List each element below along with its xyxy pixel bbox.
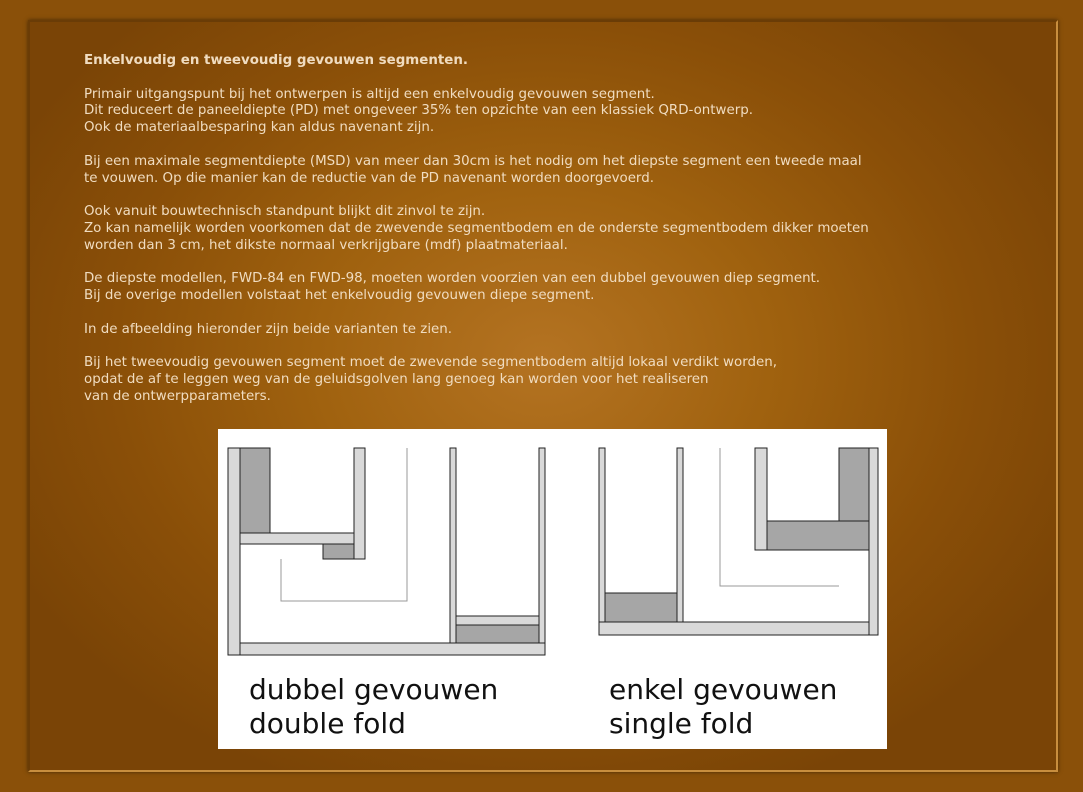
text-line: Bij de overige modellen volstaat het enkelvoudig gevouwen diepe segment. bbox=[84, 288, 595, 304]
text-line: De diepste modellen, FWD-84 en FWD-98, moeten worden voorzien van een dubbel gevouwen diep segment. bbox=[84, 271, 821, 287]
caption-english: double fold bbox=[249, 707, 406, 740]
outer-wall bbox=[539, 448, 545, 655]
divider-wall bbox=[677, 448, 683, 622]
segment-bottom-dark bbox=[605, 593, 677, 622]
paragraph bbox=[84, 322, 984, 339]
text-line: Dit reduceert de paneeldiepte (PD) met ongeveer 35% ten opzichte van een klassiek QRD-ontwerp. bbox=[84, 103, 753, 119]
paragraph bbox=[84, 271, 984, 305]
text-line: worden dan 3 cm, het dikste normaal verkrijgbare (mdf) plaatmateriaal. bbox=[84, 237, 568, 253]
outer-wall bbox=[869, 448, 878, 635]
local-thickening bbox=[323, 544, 354, 559]
base-plate bbox=[599, 622, 869, 635]
fold-path bbox=[720, 448, 839, 586]
double-fold-segment bbox=[228, 448, 545, 655]
divider-wall bbox=[755, 448, 767, 550]
text-line: Zo kan namelijk worden voorkomen dat de zwevende segmentbodem en de onderste segmentbodem dikker moeten bbox=[84, 220, 869, 236]
thickened-bottom bbox=[839, 448, 869, 521]
outer-wall bbox=[228, 448, 240, 655]
text-line: Bij het tweevoudig gevouwen segment moet de zwevende segmentbodem altijd lokaal verdikt worden, bbox=[84, 355, 777, 371]
text-line: Primair uitgangspunt bij het ontwerpen is altijd een enkelvoudig gevouwen segment. bbox=[84, 86, 655, 102]
floating-bottom bbox=[767, 521, 869, 550]
double-fold-caption bbox=[249, 673, 498, 741]
segment-bottom bbox=[456, 616, 539, 625]
text-line: van de ontwerpparameters. bbox=[84, 388, 271, 404]
floating-bottom bbox=[240, 533, 354, 544]
caption-english: single fold bbox=[609, 707, 754, 740]
article-title: Enkelvoudig en tweevoudig gevouwen segmenten. bbox=[84, 53, 468, 68]
single-fold-caption bbox=[609, 673, 837, 741]
divider-wall bbox=[450, 448, 456, 643]
divider-wall bbox=[354, 448, 365, 559]
base-plate bbox=[240, 643, 545, 655]
text-line: Ook de materiaalbesparing kan aldus navenant zijn. bbox=[84, 120, 435, 136]
paragraph bbox=[84, 87, 984, 137]
article-text bbox=[84, 53, 984, 423]
text-line: opdat de af te leggen weg van de geluidsgolven lang genoeg kan worden voor het realiseren bbox=[84, 372, 709, 388]
text-line: In de afbeelding hieronder zijn beide varianten te zien. bbox=[84, 321, 453, 337]
segment-bottom-dark bbox=[456, 625, 539, 643]
fold-diagram bbox=[218, 429, 887, 749]
text-line: te vouwen. Op die manier kan de reductie van de PD navenant worden doorgevoerd. bbox=[84, 170, 654, 186]
fold-path bbox=[281, 448, 407, 601]
paragraph bbox=[84, 204, 984, 254]
paragraph bbox=[84, 355, 984, 405]
single-fold-segment bbox=[599, 448, 878, 635]
paragraph bbox=[84, 154, 984, 188]
outer-wall bbox=[599, 448, 605, 622]
text-line: Ook vanuit bouwtechnisch standpunt blijkt dit zinvol te zijn. bbox=[84, 204, 486, 220]
caption-dutch: dubbel gevouwen bbox=[249, 673, 499, 706]
text-line: Bij een maximale segmentdiepte (MSD) van meer dan 30cm is het nodig om het diepste segment een tweede maal bbox=[84, 153, 862, 169]
thickened-bottom bbox=[240, 448, 270, 533]
caption-dutch: enkel gevouwen bbox=[609, 673, 838, 706]
